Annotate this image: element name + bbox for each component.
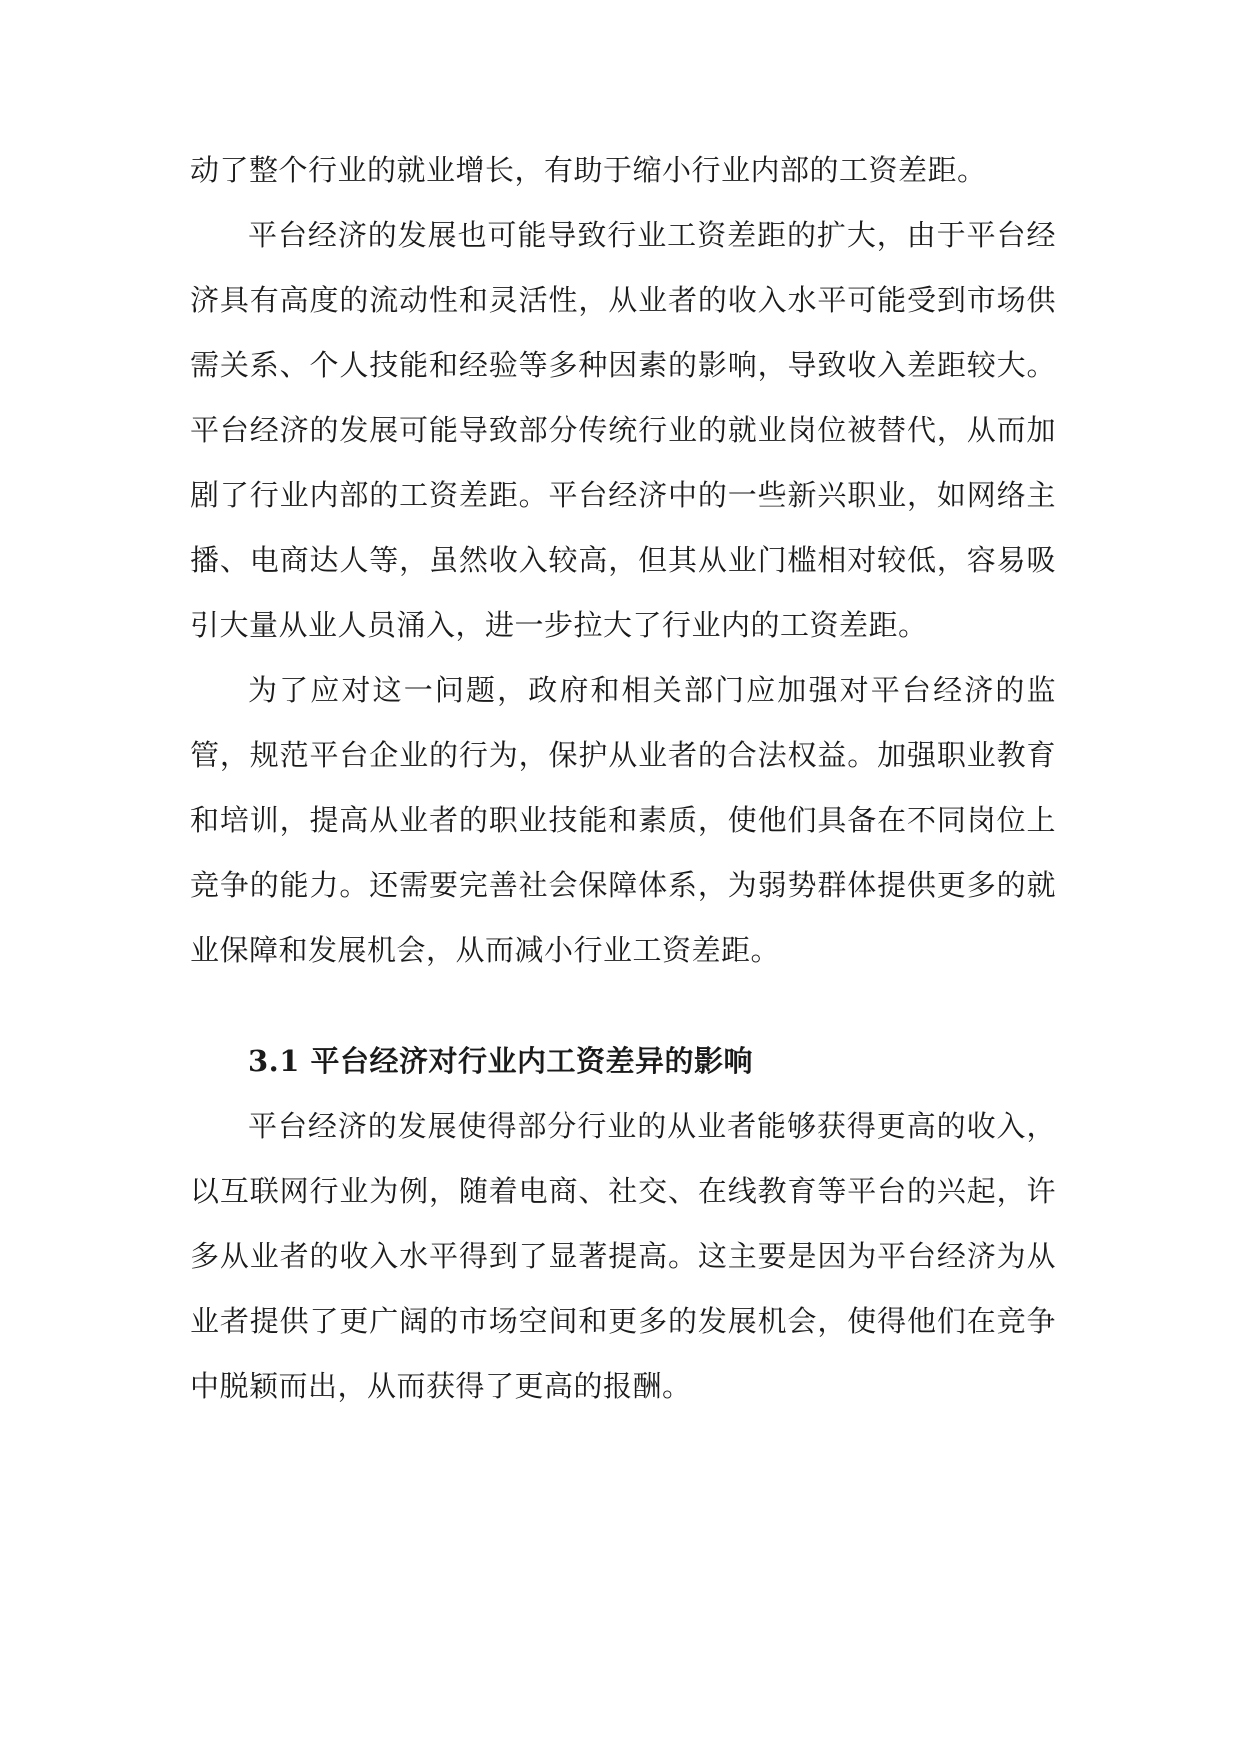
paragraph-policy-response: 为了应对这一问题，政府和相关部门应加强对平台经济的监管，规范平台企业的行为，保护从业者的合法权益。加强职业教育和培训，提高从业者的职业技能和素质，使他们具备在不同岗位上竞争的能力。还需要完善社会保障体系，为弱势群体提供更多的就业保障和发展机会，从而减小行业工资差距。 (190, 673, 1056, 967)
continuation-paragraph: 动了整个行业的就业增长，有助于缩小行业内部的工资差距。 (190, 153, 987, 187)
section-heading: 3.1 平台经济对行业内工资差异的影响 (248, 1044, 754, 1078)
paragraph-wage-gap-expansion: 平台经济的发展也可能导致行业工资差距的扩大，由于平台经济具有高度的流动性和灵活性，从业者的收入水平可能受到市场供需关系、个人技能和经验等多种因素的影响，导致收入差距较大。平台经济的发展可能导致部分传统行业的就业岗位被替代，从而加剧了行业内部的工资差距。平台经济中的一些新兴职业，如网络主播、电商达人等，虽然收入较高，但其从业门槛相对较低，容易吸引大量从业人员涌入，进一步拉大了行业内的工资差距。 (190, 218, 1056, 642)
page-content (190, 138, 1056, 1419)
paragraph-internet-industry: 平台经济的发展使得部分行业的从业者能够获得更高的收入，以互联网行业为例，随着电商、社交、在线教育等平台的兴起，许多从业者的收入水平得到了显著提高。这主要是因为平台经济为从业者提供了更广阔的市场空间和更多的发展机会，使得他们在竞争中脱颖而出，从而获得了更高的报酬。 (190, 1109, 1056, 1403)
